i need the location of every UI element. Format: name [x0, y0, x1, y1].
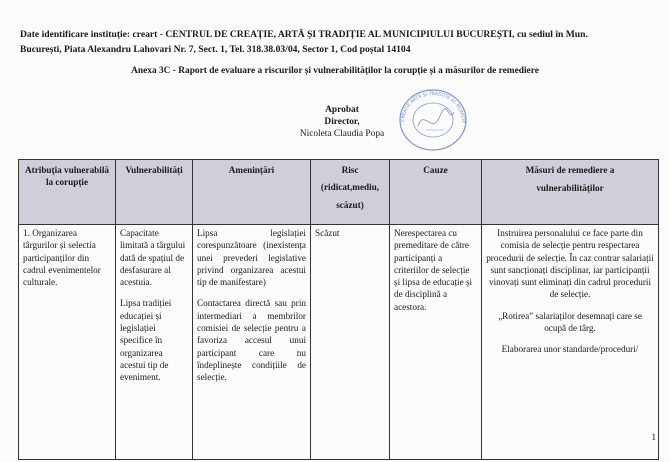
header-vulnerabilities: Vulnerabilități — [116, 160, 193, 225]
annex-title: Anexa 3C - Raport de evaluare a riscurilor și vulnerabilităților la corupție și a măsurilor de remediere — [131, 66, 539, 76]
institution-header-line2: București, Piata Alexandru Lahovari Nr. 7, Sect. 1, Tel. 318.38.03/04, Sector 1, Cod poștal 14104 — [20, 44, 411, 55]
header-remediation — [482, 160, 659, 225]
page-number: 1 — [651, 432, 656, 442]
cell-threats — [193, 225, 311, 460]
cell-threats-p1: Lipsa legislației corespunzătoare (inexistența unei prevederi legislative privind organizarea acestui tip de manifestare) — [197, 228, 306, 288]
cell-remediation — [482, 225, 659, 460]
cell-attribution-text: 1. Organizarea târgurilor și selectia participanților din cadrul evenimentelor culturale. — [23, 228, 101, 288]
header-attribution: Atribuția vulnerabilă la corupție — [19, 160, 116, 225]
table-row — [19, 225, 659, 460]
cell-causes-text: Nerespectarea cu premeditare de către participanți a criteriilor de selecție și lipsa de educație și de disciplină a acestora. — [394, 228, 473, 312]
svg-text:CREAȚIE ARTĂ ȘI TRADIȚIE AL MU — [396, 86, 466, 123]
cell-threats-p2: Contactarea directă sau prin intermediari a membrilor comisiei de selecție pentru a favoriza accesul unui participant care nu îndeplinește condițiile de selecție. — [197, 298, 306, 383]
institution-header — [20, 27, 660, 57]
header-threats-label: Amenințări — [228, 165, 275, 175]
risk-table — [18, 159, 659, 460]
header-causes: Cauze — [390, 160, 482, 225]
cell-risk-text: Scăzut — [315, 228, 340, 238]
cell-vulnerabilities — [116, 225, 193, 460]
approval-name: Nicoleta Claudia Popa — [299, 129, 385, 139]
cell-remediation-p2: „Rotirea” salariaților desemnați care se ocupă de târg. — [498, 310, 642, 334]
cell-attribution — [19, 225, 116, 460]
header-threats — [193, 160, 311, 225]
approval-role: Director, — [324, 117, 360, 127]
header-risk — [311, 160, 390, 225]
cell-remediation-p3: Elaborarea unor standarde/proceduri/ — [501, 344, 639, 355]
cell-remediation-p1: Instruirea personalului ce face parte din comisia de selecție pentru respectarea procedurii de selecție. În caz contrar salariații sunt sancționați disciplinar, iar participanții vinovați sunt eliminați din cadrul procedurii de selecție. — [486, 228, 654, 300]
header-risk-sub1: (ridicat,mediu, — [320, 182, 380, 193]
header-risk-sub2: scăzut) — [336, 199, 364, 210]
official-stamp — [396, 86, 470, 152]
approval-label: Aprobat — [325, 105, 359, 115]
approval-block — [282, 104, 402, 140]
header-risk-title: Risc — [341, 165, 359, 175]
table-header-row — [19, 160, 659, 225]
stamp-text: CREAȚIE ARTĂ ȘI TRADIȚIE AL MUNICIP — [400, 91, 466, 124]
header-remediation-sub: vulnerabilităților — [536, 183, 604, 194]
cell-vulnerabilities-p1: Capacitate limitată a târgului dată de spațiul de desfasurare al acestuia. — [120, 228, 186, 288]
cell-risk — [311, 225, 390, 460]
cell-causes — [390, 225, 482, 460]
institution-header-line1: Date identificare instituție: creart - CENTRUL DE CREAȚIE, ARTĂ ȘI TRADIȚIE AL MUNICIPIULUI BUCUREȘTI, cu sediul în Mun. — [20, 29, 588, 40]
header-remediation-title: Măsuri de remediere a — [525, 165, 615, 175]
cell-vulnerabilities-p2: Lipsa tradiției educației și legislației specifice în organizarea acestui tip de eveniment. — [120, 298, 172, 383]
